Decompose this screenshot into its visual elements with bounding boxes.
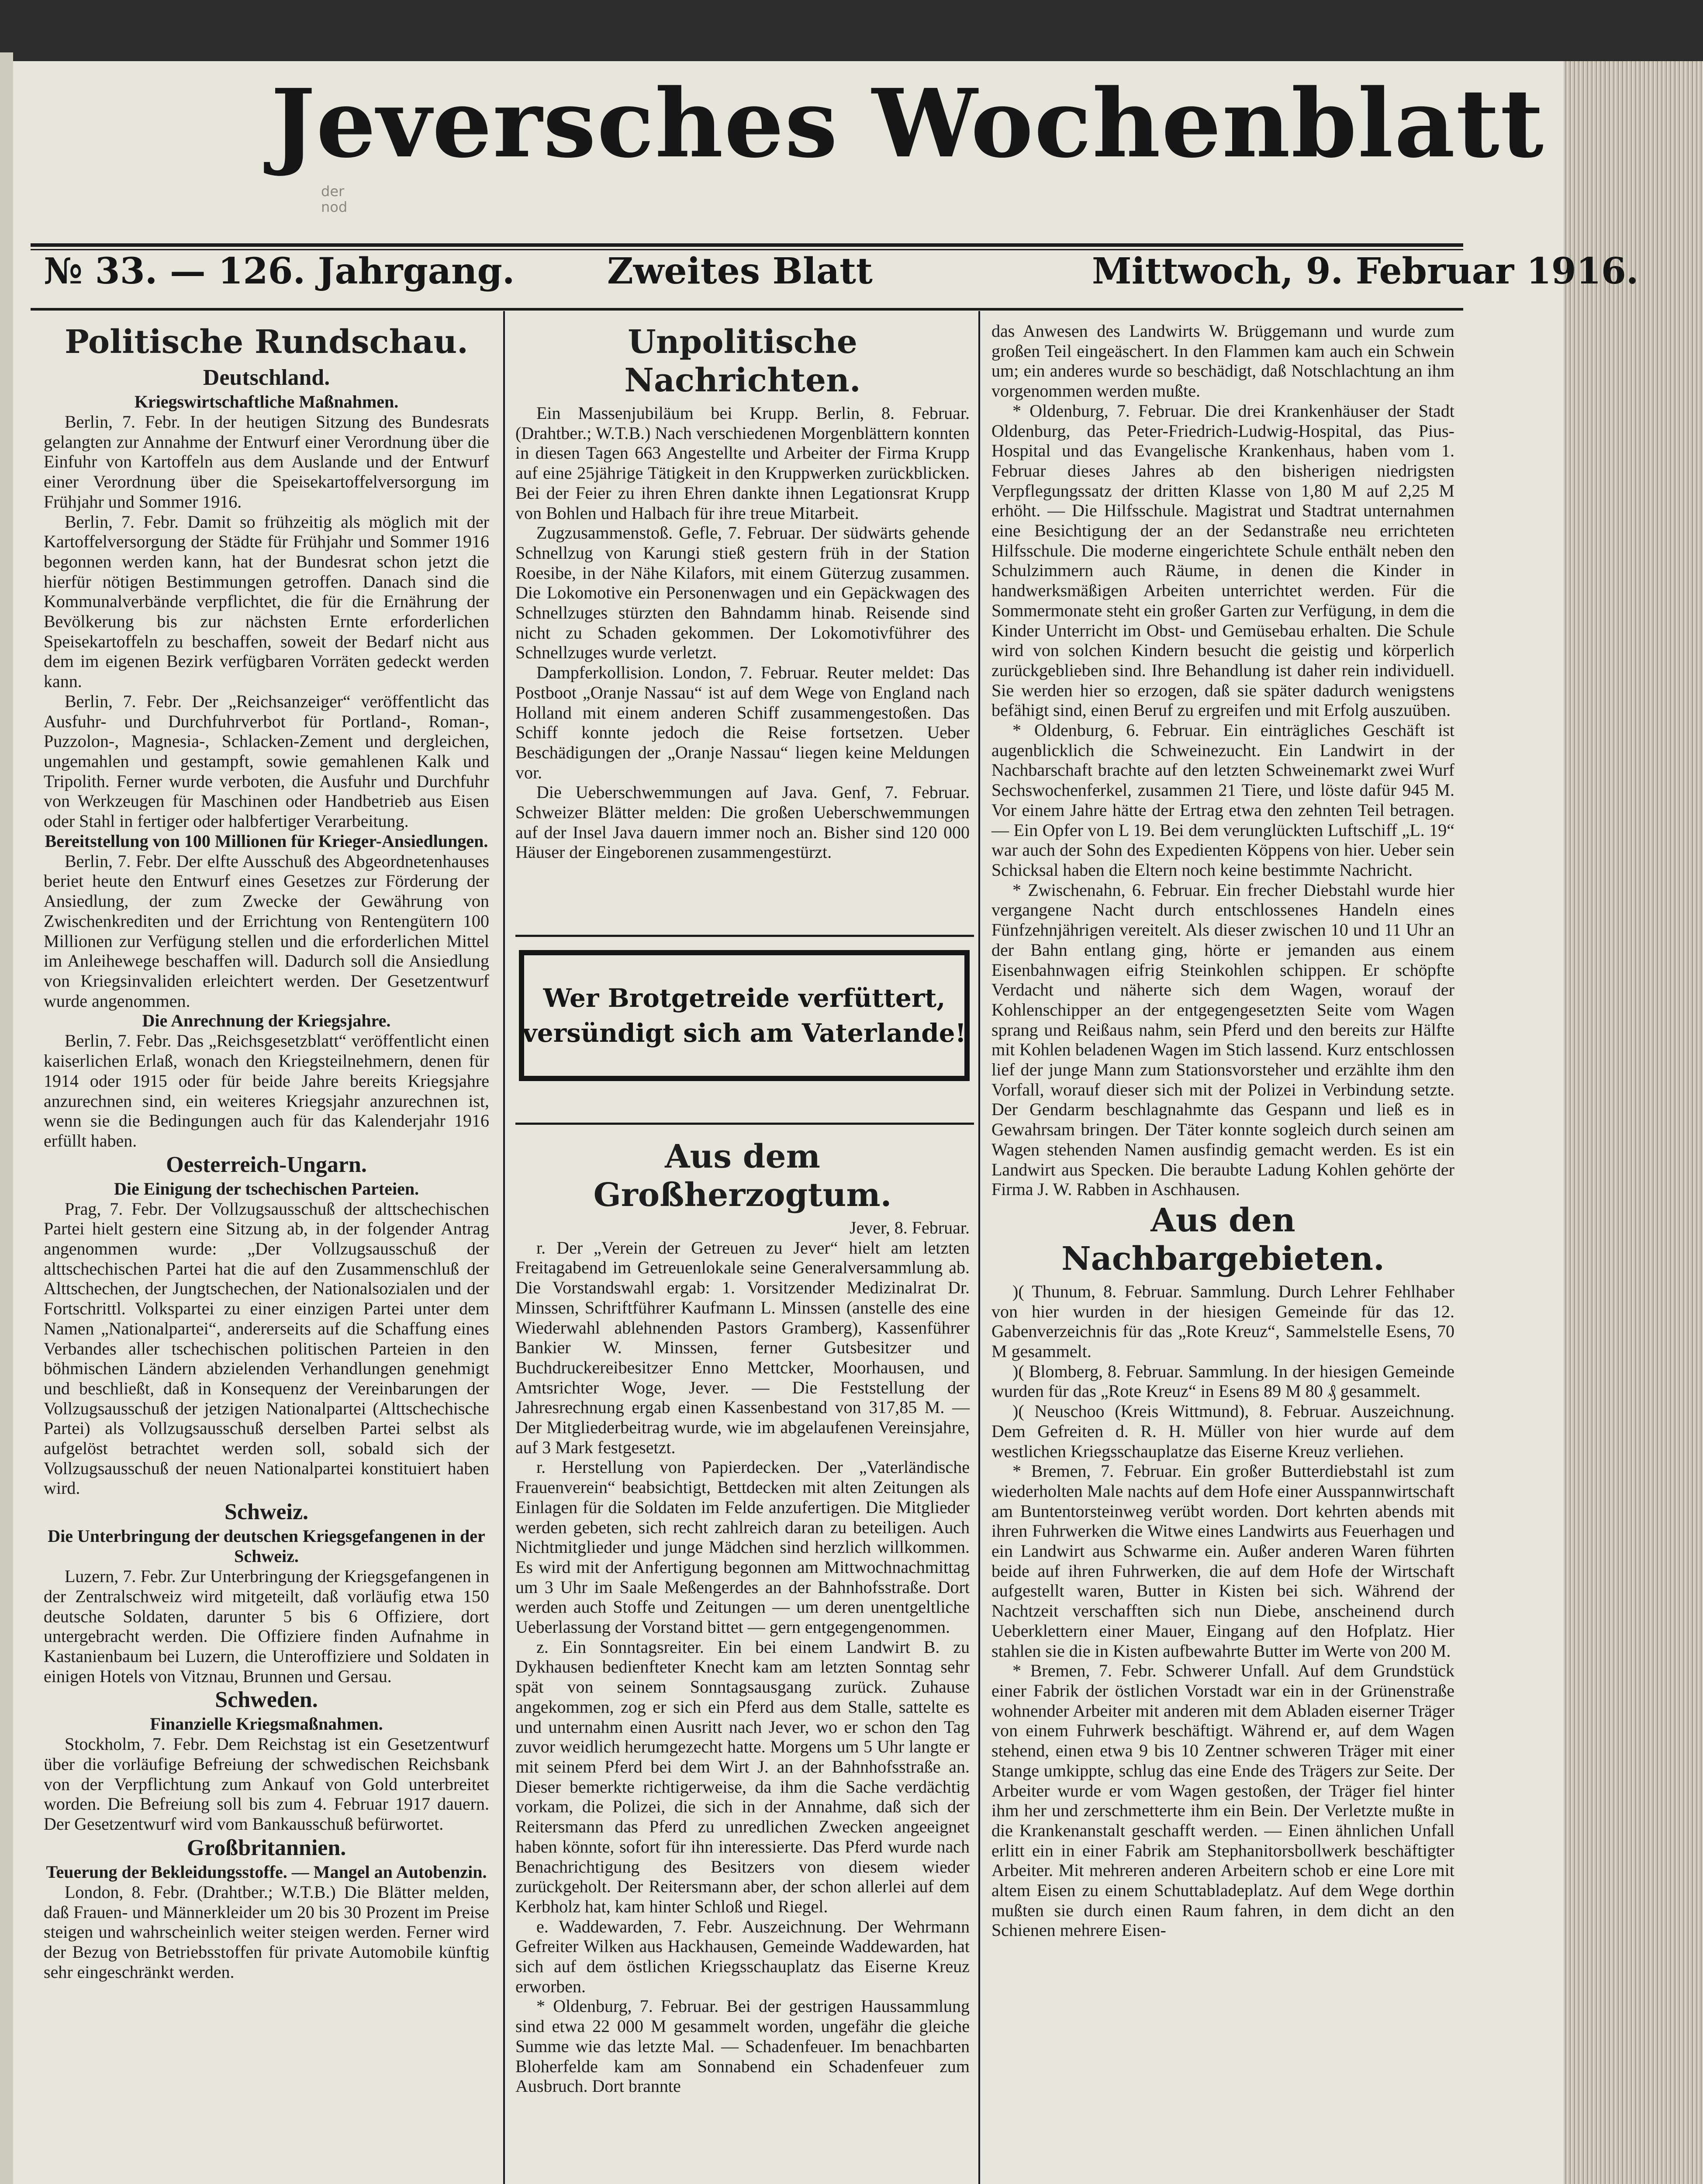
article-paragraph: Berlin, 7. Febr. Damit so frühzeitig als möglich mit der Kartoffelversorgung der Städte für Frühjahr und Sommer 1916 begonnen werden kann, hat der Bundesrat schon jetzt die hierfür nötigen Bestimmungen getroffen. Danach sind die Kommunalverbände verpflichtet, die für die Ernährung der Bevölkerung bis zur nächsten Ernte erforderlichen Speisekartoffeln zu beschaffen, soweit der Bedarf nicht aus dem im eigenen Bezirk verfügbaren Vorräten gedeckt werden kann. — [44, 511, 489, 691]
article-paragraph: das Anwesen des Landwirts W. Brüggemann und wurde zum großen Teil eingeäschert. In den Flammen kam auch ein Schwein um; ein anderes wurde so beschädigt, daß Notschlachtung an ihm vorgenommen werden mußte. — [991, 321, 1454, 401]
country-heading: Schweden. — [215, 1687, 318, 1713]
column-rule-1 — [503, 311, 505, 2184]
country-heading: Großbritannien. — [187, 1835, 346, 1860]
article-paragraph: e. Waddewarden, 7. Febr. Auszeichnung. Der Wehrmann Gefreiter Wilken aus Hackhausen, Gemeinde Waddewarden, hat sich auf dem östlichen Kriegsschauplatz das Eiserne Kreuz erworben. — [515, 1916, 970, 1996]
topic-heading: Die Unterbringung der deutschen Kriegsgefangenen in der Schweiz. — [48, 1526, 485, 1566]
article-paragraph: Berlin, 7. Febr. Der „Reichsanzeiger“ veröffentlicht das Ausfuhr- und Durchfuhrverbot für Portland-, Roman-, Puzzolon-, Magnesia-, Schlacken-Zement und dergleichen, ungemahlen und gestampft, sowie gemahlenen Kalk und Tripolith. Ferner wurde verboten, die Ausfuhr und Durchfuhr von Werkzeugen für Maschinen oder Handbetrieb aus Eisen oder Stahl in fertiger oder halbfertiger Verarbeitung. — [44, 691, 489, 831]
article-paragraph: Zugzusammenstoß. Gefle, 7. Februar. Der südwärts gehende Schnellzug von Karungi stieß gestern früh in der Station Roesibe, in der Nähe Kilafors, mit einem Güterzug zusammen. Die Lokomotive ein Personenwagen und ein Gepäckwagen des Schnellzuges stürzten den Bahndamm hinab. Reisende sind nicht zu Schaden gekommen. Der Lokomotivführer des Schnellzuges wurde verletzt. — [515, 523, 970, 663]
article-paragraph: )( Thunum, 8. Februar. Sammlung. Durch Lehrer Fehlhaber von hier wurden in der hiesigen Gemeinde für das 12. Gabenverzeichnis für das „Rote Kreuz“, Sammelstelle Esens, 70 M gesammelt. — [991, 1281, 1454, 1362]
masthead-rule-top — [31, 243, 1463, 247]
article-paragraph: * Oldenburg, 7. Februar. Bei der gestrigen Haussammlung sind etwa 22 000 M gesammelt worden, ungefähr die gleiche Summe wie das letzte Mal. — Schadenfeuer. Im benachbarten Bloherfelde kam am Sonnabend ein Schadenfeuer zum Ausbruch. Dort brannte — [515, 1996, 970, 2096]
article-paragraph: )( Neuschoo (Kreis Wittmund), 8. Februar. Auszeichnung. Dem Gefreiten d. R. H. Müller von hier wurde auf dem westlichen Kriegsschauplatze das Eiserne Kreuz verliehen. — [991, 1401, 1454, 1461]
appeal-box: Wer Brotgetreide verfüttert, versündigt sich am Vaterlande! — [519, 950, 970, 1081]
header-rule — [31, 308, 1463, 311]
article-paragraph: Berlin, 7. Febr. In der heutigen Sitzung des Bundesrats gelangten zur Annahme der Entwurf einer Verordnung über die Einfuhr von Kartoffeln aus dem Auslande und der Entwurf einer Verordnung über die Speisekartoffelversorgung im Frühjahr und Sommer 1916. — [44, 412, 489, 511]
country-heading: Deutschland. — [203, 365, 330, 390]
article-paragraph: Luzern, 7. Febr. Zur Unterbringung der Kriegsgefangenen in der Zentralschweiz wird mitgeteilt, daß vorläufig etwa 150 deutsche Soldaten, darunter 5 bis 6 Offiziere, dort untergebracht werden. Die Offiziere finden Aufnahme in Kastanienbaum bei Luzern, die Unteroffiziere und Soldaten in einigen Hotels von Vitznau, Brunnen und Gersau. — [44, 1566, 489, 1686]
article-paragraph: * Bremen, 7. Februar. Ein großer Butterdiebstahl ist zum wiederholten Male nachts auf dem Hofe einer Ausspannwirtschaft am Buntentorsteinweg verübt worden. Dort kehrten abends mit ihren Fuhrwerken die Witwe eines Landwirts aus Feuerhagen und ein Landwirt aus Schwarme ein. Außer anderen Waren führten beide auf ihren Fuhrwerken, die auf dem Hofe der Wirtschaft aufgestellt waren, Butter in Kisten bei sich. Während der Nachtzeit verschafften sich nun Diebe, anscheinend durch Ueberklettern einer Mauer, Eingang auf den Hofplatz. Hier stahlen sie die in Kisten aufbewahrte Butter im Werte von 200 M. — [991, 1461, 1454, 1661]
article-paragraph: * Oldenburg, 6. Februar. Ein einträgliches Geschäft ist augenblicklich die Schweinezucht. Ein Landwirt in der Nachbarschaft brachte auf den letzten Schweinemarkt zwei Wurf Sechswochenferkel, zusammen 21 Tiere, und löste dafür 945 M. Vor einem Jahre hätte der Ertrag etwa den zehnten Teil betragen. — Ein Opfer von L 19. Bei dem verunglückten Luftschiff „L. 19“ war auch der Sohn des Expedienten Köppens von hier. Ueber sein Schicksal haben die Eltern noch keine bestimmte Nachricht. — [991, 720, 1454, 880]
column-grossherzogtum — [515, 1136, 970, 2096]
article-paragraph: * Bremen, 7. Febr. Schwerer Unfall. Auf dem Grundstück einer Fabrik der östlichen Vorstadt war ein in der Grünenstraße wohnender Arbeiter mit anderen mit dem Abladen eiserner Träger von einem Fuhrwerk beschäftigt. Während er, auf dem Wagen stehend, einen etwa 9 bis 10 Zentner schweren Träger mit einer Stange umkippte, schlug das eine Ende des Trägers zur Seite. Der Arbeiter wurde er vom Wagen gestoßen, der Träger fiel hinter ihm her und zerschmetterte ihm ein Bein. Der Verletzte mußte in die Krankenanstalt geschafft werden. — Einen ähnlichen Unfall erlitt ein in einer Fabrik am Stephanitorsbollwerk beschäftigter Arbeiter. Mit mehreren anderen Arbeitern schob er eine Lore mit altem Eisen zu einem Schuttabladeplatz. Auf dem Wege dorthin mußten sie durch einen Raum fahren, in dem dicht an den Schienen mehrere Eisen- — [991, 1661, 1454, 1940]
article-paragraph: Stockholm, 7. Febr. Dem Reichstag ist ein Gesetzentwurf über die vorläufige Befreiung der schwedischen Reichsbank von der Verpflichtung zum Ankauf von Gold unterbreitet worden. Die Befreiung soll bis zum 4. Februar 1917 dauern. Der Gesetzentwurf wird vom Bankausschuß befürwortet. — [44, 1734, 489, 1834]
article-paragraph: Berlin, 7. Febr. Der elfte Ausschuß des Abgeordnetenhauses beriet heute den Entwurf eines Gesetzes zur Förderung der Ansiedlung, der zum Zwecke der Gewährung von Zwischenkrediten und der Errichtung von Rentengütern 100 Millionen zur Verfügung stellen und die erforderlichen Mittel im Anleihewege beschaffen will. Dadurch soll die Ansiedlung von Kriegsinvaliden erleichtert werden. Der Gesetzentwurf wurde angenommen. — [44, 851, 489, 1011]
topic-heading: Teuerung der Bekleidungsstoffe. — Mangel an Autobenzin. — [46, 1862, 487, 1882]
article-paragraph: Prag, 7. Febr. Der Vollzugsausschuß der alttschechischen Partei hielt gestern eine Sitzung ab, in der folgender Antrag angenommen wurde: „Der Vollzugsausschuß der alttschechischen Partei hat die auf den Zusammenschluß der Alttschechen, der Jungtschechen, der Nationalsozialen und der Fortschrittl. Volkspartei zu einer einzigen Partei unter dem Namen „Nationalpartei“, andererseits auf die Schaffung eines Verbandes aller tschechischen politischen Parteien in den böhmischen Ländern abzielenden Verhandlungen genehmigt und beschließt, daß in Konsequenz der Vereinbarungen der Vollzugsausschuß der jetzigen Nationalpartei (Alttschechische Partei) als Vollzugsausschuß derselben Partei selbst als aufgelöst betrachtet werden soll, sobald sich der Vollzugsausschuß der neuen Nationalpartei konstituiert haben wird. — [44, 1199, 489, 1498]
section-label: Zweites Blatt — [607, 250, 873, 292]
dateline: Jever, 8. Februar. — [850, 1218, 970, 1237]
country-heading: Oesterreich-Ungarn. — [166, 1152, 367, 1177]
article-paragraph: r. Herstellung von Papierdecken. Der „Vaterländische Frauenverein“ beabsichtigt, Bettdecken mit alten Zeitungen als Einlagen für die Soldaten im Felde anzufertigen. Die Mitglieder werden gebeten, sich recht zahlreich daran zu beteiligen. Auch Nichtmitglieder und junge Mädchen sind herzlich willkommen. Es wird mit der Anfertigung begonnen am Mittwochnachmittag um 3 Uhr im Saale Meßengerdes an der Bahnhofsstraße. Dort werden auch Stoffe und Zeitungen — um deren unentgeltliche Ueberlassung der Vorstand bittet — gern entgegengenommen. — [515, 1457, 970, 1637]
section-heading: Aus dem Großherzogtum. — [593, 1138, 892, 1214]
issue-number: № 33. — 126. Jahrgang. — [44, 250, 515, 292]
article-paragraph: r. Der „Verein der Getreuen zu Jever“ hielt am letzten Freitagabend im Getreuenlokale seine Generalversammlung ab. Die Vorstandswahl ergab: 1. Vorsitzender Medizinalrat Dr. Minssen, Schriftführer Kaufmann L. Minssen (anstelle des eine Wiederwahl ablehnenden Pastors Gramberg), Kassenführer Bankier W. Minssen, ferner Gutsbesitzer und Buchdruckereibesitzer Enno Mettcker, Moorhausen, und Amtsrichter Woge, Jever. — Die Feststellung der Jahresrechnung ergab einen Kassenbestand von 317,85 M. — Der Mitgliederbeitrag wurde, wie im abgelaufenen Vereinsjahre, auf 3 Mark festgesetzt. — [515, 1237, 970, 1457]
article-paragraph: )( Blomberg, 8. Februar. Sammlung. In der hiesigen Gemeinde wurden für das „Rote Kreuz“ in Esens 89 M 80 ₰ gesammelt. — [991, 1361, 1454, 1401]
topic-heading: Bereitstellung von 100 Millionen für Krieger-Ansiedlungen. — [45, 831, 488, 851]
column-rule-2 — [978, 311, 980, 2184]
book-page-edges — [1555, 61, 1703, 2184]
article-paragraph: Die Ueberschwemmungen auf Java. Genf, 7. Februar. Schweizer Blätter melden: Die großen Ueberschwemmungen auf der Insel Java dauern immer noch an. Bisher sind 120 000 Häuser der Eingeborenen zusammengestürzt. — [515, 782, 970, 862]
article-paragraph: Berlin, 7. Febr. Das „Reichsgesetzblatt“ veröffentlicht einen kaiserlichen Erlaß, wonach den Kriegsteilnehmern, denen für 1914 oder 1915 oder für beide Jahre bereits Kriegsjahre anzurechnen sind, ein weiteres Kriegsjahr anzurechnen ist, wenn sie die Bedingungen auch für das Kalenderjahr 1916 erfüllt haben. — [44, 1031, 489, 1151]
box-rule-bottom — [515, 1123, 974, 1125]
masthead-title: Jeversches Wochenblatt — [271, 68, 1545, 179]
column-unpolitische-nachrichten — [515, 321, 970, 862]
issue-date: Mittwoch, 9. Februar 1916. — [1092, 250, 1639, 292]
article-paragraph: * Oldenburg, 7. Februar. Die drei Krankenhäuser der Stadt Oldenburg, das Peter-Friedrich-Ludwig-Hospital, das Pius-Hospital und das Evangelische Krankenhaus, haben vom 1. Februar dieses Jahres ab den bisherigen niedrigsten Verpflegungssatz der dritten Klasse von 1,80 M auf 2,25 M erhöht. — Die Hilfsschule. Magistrat und Stadtrat unternahmen eine Besichtigung der an der Sedanstraße neu errichteten Hilfsschule. Die moderne eingerichtete Schule enthält neben den Schulzimmern auch Räume, in denen die Kinder in handwerksmäßigen Arbeiten unterrichtet werden. Für die Sommermonate steht ein großer Garten zur Verfügung, in dem die Kinder Unterricht im Obst- und Gemüsebau erhalten. Die Schule wird von solchen Kindern besucht die geistig und körperlich zurückgeblieben sind. Ihre Behandlung ist daher rein individuell. Sie werden hier so erzogen, daß sie später dadurch wenigstens befähigt sind, einen Beruf zu ergreifen und mit Erfolg auszuüben. — [991, 401, 1454, 720]
country-heading: Schweiz. — [224, 1500, 309, 1525]
bleed-through-text: der nod — [321, 183, 348, 215]
article-paragraph: Dampferkollision. London, 7. Februar. Reuter meldet: Das Postboot „Oranje Nassau“ ist auf dem Wege von England nach Holland mit einem anderen Schiff zusammengestoßen. Das Schiff konnte jedoch die Reise fortsetzen. Ueber Beschädigungen der „Oranje Nassau“ liegen keine Meldungen vor. — [515, 663, 970, 782]
box-rule-top — [515, 935, 974, 937]
section-heading: Politische Rundschau. — [65, 323, 468, 361]
topic-heading: Kriegswirtschaftliche Maßnahmen. — [134, 392, 399, 411]
column-politische-rundschau — [44, 321, 489, 1982]
topic-heading: Die Anrechnung der Kriegsjahre. — [142, 1011, 391, 1031]
section-heading: Aus den Nachbargebieten. — [1061, 1201, 1385, 1278]
topic-heading: Die Einigung der tschechischen Parteien. — [114, 1178, 419, 1199]
article-paragraph: London, 8. Febr. (Drahtber.; W.T.B.) Die Blätter melden, daß Frauen- und Männerkleider um 20 bis 30 Prozent im Preise steigen und wahrscheinlich weiter steigen werden. Ferner wird der Bezug von Betriebsstoffen für private Automobile künftig sehr eingeschränkt werden. — [44, 1882, 489, 1982]
topic-heading: Finanzielle Kriegsmaßnahmen. — [150, 1714, 383, 1734]
section-heading: Unpolitische Nachrichten. — [624, 323, 861, 399]
previous-page-strip — [0, 52, 13, 2184]
article-paragraph: z. Ein Sonntagsreiter. Ein bei einem Landwirt B. zu Dykhausen bedienfteter Knecht kam am letzten Sonntag sehr spät von seinem Sonntagsausgang zurück. Zuhause angekommen, zog er sich ein Pferd aus dem Stalle, sattelte es und unternahm einen Ausritt nach Jever, wo er schon den Tag zuvor weidlich herumgezecht hatte. Morgens um 5 Uhr langte er mit seinem Pferd bei dem Wirt J. an der Bahnhofsstraße an. Dieser bemerkte richtigerweise, da ihm die Sache verdächtig vorkam, die Polizei, die sich in der Annahme, daß sich der Reitersmann das Pferd zu unredlichen Zwecken angeeignet haben könnte, sofort für ihn interessierte. Das Pferd wurde nach Benachrichtigung des Besitzers von diesem wieder zurückgeholt. Der Reitersmann aber, der schon allerlei auf dem Kerbholz hat, kam hinter Schloß und Riegel. — [515, 1637, 970, 1916]
article-paragraph: Ein Massenjubiläum bei Krupp. Berlin, 8. Februar. (Drahtber.; W.T.B.) Nach verschiedenen Morgenblättern konnten in diesen Tagen 663 Angestellte und Arbeiter der Firma Krupp auf eine 25jährige Tätigkeit in den Kruppwerken zurückblicken. Bei der Feier zu ihren Ehren dankte ihnen Legationsrat Krupp von Bohlen und Halbach für ihre treue Mitarbeit. — [515, 403, 970, 523]
article-paragraph: * Zwischenahn, 6. Februar. Ein frecher Diebstahl wurde hier vergangene Nacht durch entschlossenes Handeln eines Fünfzehnjährigen vereitelt. Als dieser zwischen 10 und 11 Uhr an der Bahn entlang ging, hörte er jemanden aus einem Eisenbahnwagen eifrig Steinkohlen schippen. Er schöpfte Verdacht und näherte sich dem Wagen, worauf der Kohlenschipper an der entgegengesetzten Seite vom Wagen sprang und Reißaus nahm, sein Pferd und den bereits zur Hälfte mit Kohlen beladenen Wagen im Stich lassend. Kurz entschlossen lief der junge Mann zum Stationsvorsteher und erzählte ihm den Vorfall, worauf dieser sich mit der Polizei in Verbindung setzte. Der Gendarm beschlagnahmte das Gespann und ließ es in Gewahrsam bringen. Der Täter konnte sogleich durch seinen am Wagen stehenden Namen ausfindig gemacht werden. Es ist ein Landwirt aus Specken. Die beraubte Ladung Kohlen gehörte der Firma J. W. Rabben in Aschhausen. — [991, 880, 1454, 1199]
column-nachbargebiete — [991, 321, 1454, 1940]
